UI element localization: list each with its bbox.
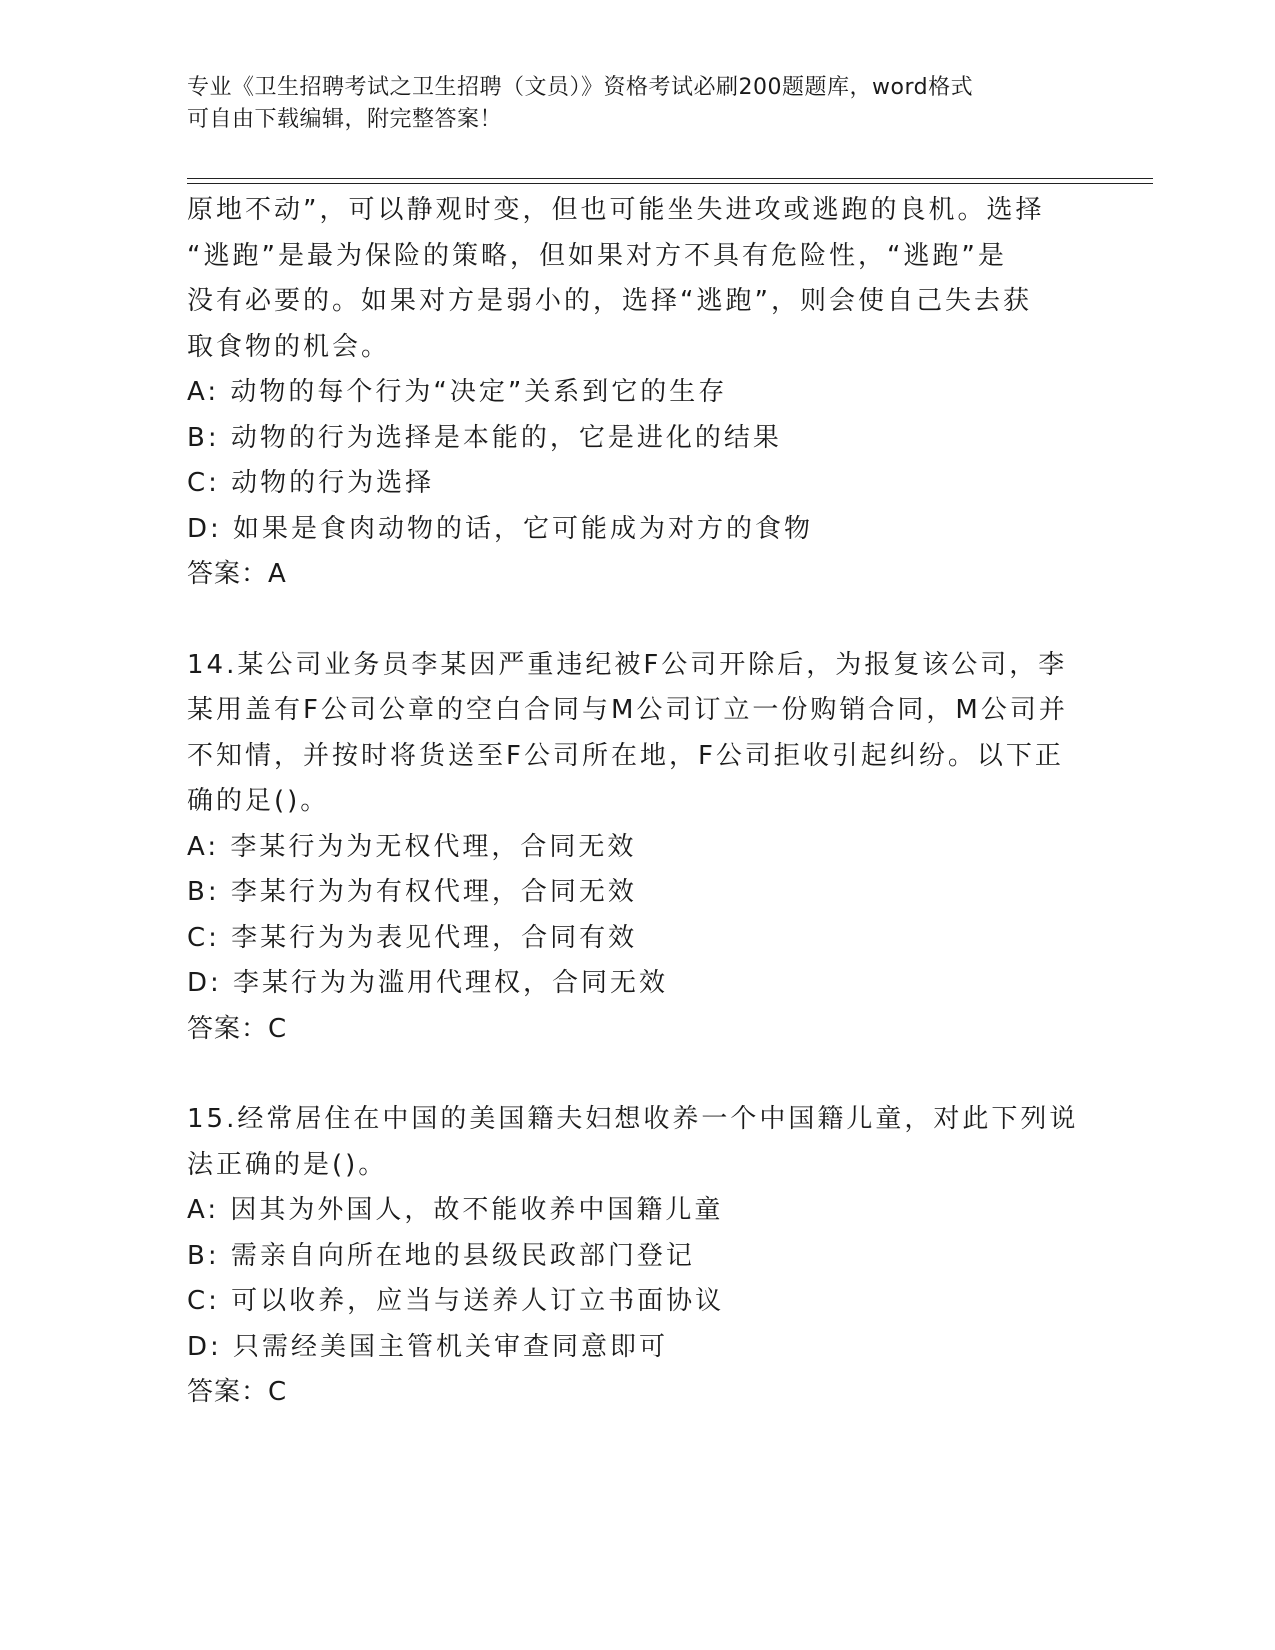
header-divider-top: [187, 178, 1153, 179]
question-text-line: 15.经常居住在中国的美国籍夫妇想收养一个中国籍儿童，对此下列说: [187, 1104, 1079, 1134]
question-13-continued: [187, 188, 1087, 598]
question-text-line: 不知情，并按时将货送至F公司所在地，F公司拒收引起纠纷。以下正: [187, 740, 1064, 771]
question-15: [187, 1097, 1087, 1416]
option-b: B: 李某行为为有权代理，合同无效: [187, 877, 637, 907]
header-line-2: 可自由下载编辑，附完整答案！: [187, 107, 503, 132]
question-14: [187, 643, 1087, 1053]
spacer: [187, 1052, 1087, 1097]
option-d: D: 李某行为为滥用代理权，合同无效: [187, 968, 669, 998]
header-divider-bottom: [187, 183, 1153, 184]
question-text-line: 确的足()。: [187, 786, 330, 816]
question-text-line: 取食物的机会。: [187, 331, 391, 362]
option-d: D: 如果是食肉动物的话，它可能成为对方的食物: [187, 513, 814, 544]
option-c: C: 李某行为为表见代理，合同有效: [187, 922, 638, 953]
question-text-line: 某用盖有F公司公章的空白合同与M公司订立一份购销合同，M公司并: [187, 695, 1068, 725]
option-c: C: 动物的行为选择: [187, 468, 435, 498]
answer-line: 答案：A: [187, 559, 287, 589]
option-b: B: 动物的行为选择是本能的，它是进化的结果: [187, 422, 782, 453]
question-text-line: 没有必要的。如果对方是弱小的，选择“逃跑”，则会使自己失去获: [187, 286, 1032, 316]
option-c: C: 可以收养，应当与送养人订立书面协议: [187, 1286, 725, 1316]
option-a: A: 因其为外国人，故不能收养中国籍儿童: [187, 1195, 724, 1225]
document-header: [187, 72, 1067, 136]
question-text-line: 法正确的是()。: [187, 1149, 388, 1180]
option-a: A: 动物的每个行为“决定”关系到它的生存: [187, 377, 728, 407]
question-text-line: 14.某公司业务员李某因严重违纪被F公司开除后，为报复该公司，李: [187, 649, 1068, 680]
question-text-line: “逃跑”是最为保险的策略，但如果对方不具有危险性，“逃跑”是: [187, 240, 1007, 271]
spacer: [187, 598, 1087, 643]
question-text-line: 原地不动”，可以静观时变，但也可能坐失进攻或逃跑的良机。选择: [187, 195, 1045, 225]
option-d: D: 只需经美国主管机关审查同意即可: [187, 1331, 669, 1362]
answer-line: 答案：C: [187, 1013, 288, 1044]
document-body: [187, 188, 1087, 1416]
answer-line: 答案：C: [187, 1377, 288, 1407]
option-a: A: 李某行为为无权代理，合同无效: [187, 831, 637, 862]
option-b: B: 需亲自向所在地的县级民政部门登记: [187, 1240, 695, 1271]
header-line-1: 专业《卫生招聘考试之卫生招聘（文员）》资格考试必刷200题题库，word格式: [187, 75, 974, 100]
